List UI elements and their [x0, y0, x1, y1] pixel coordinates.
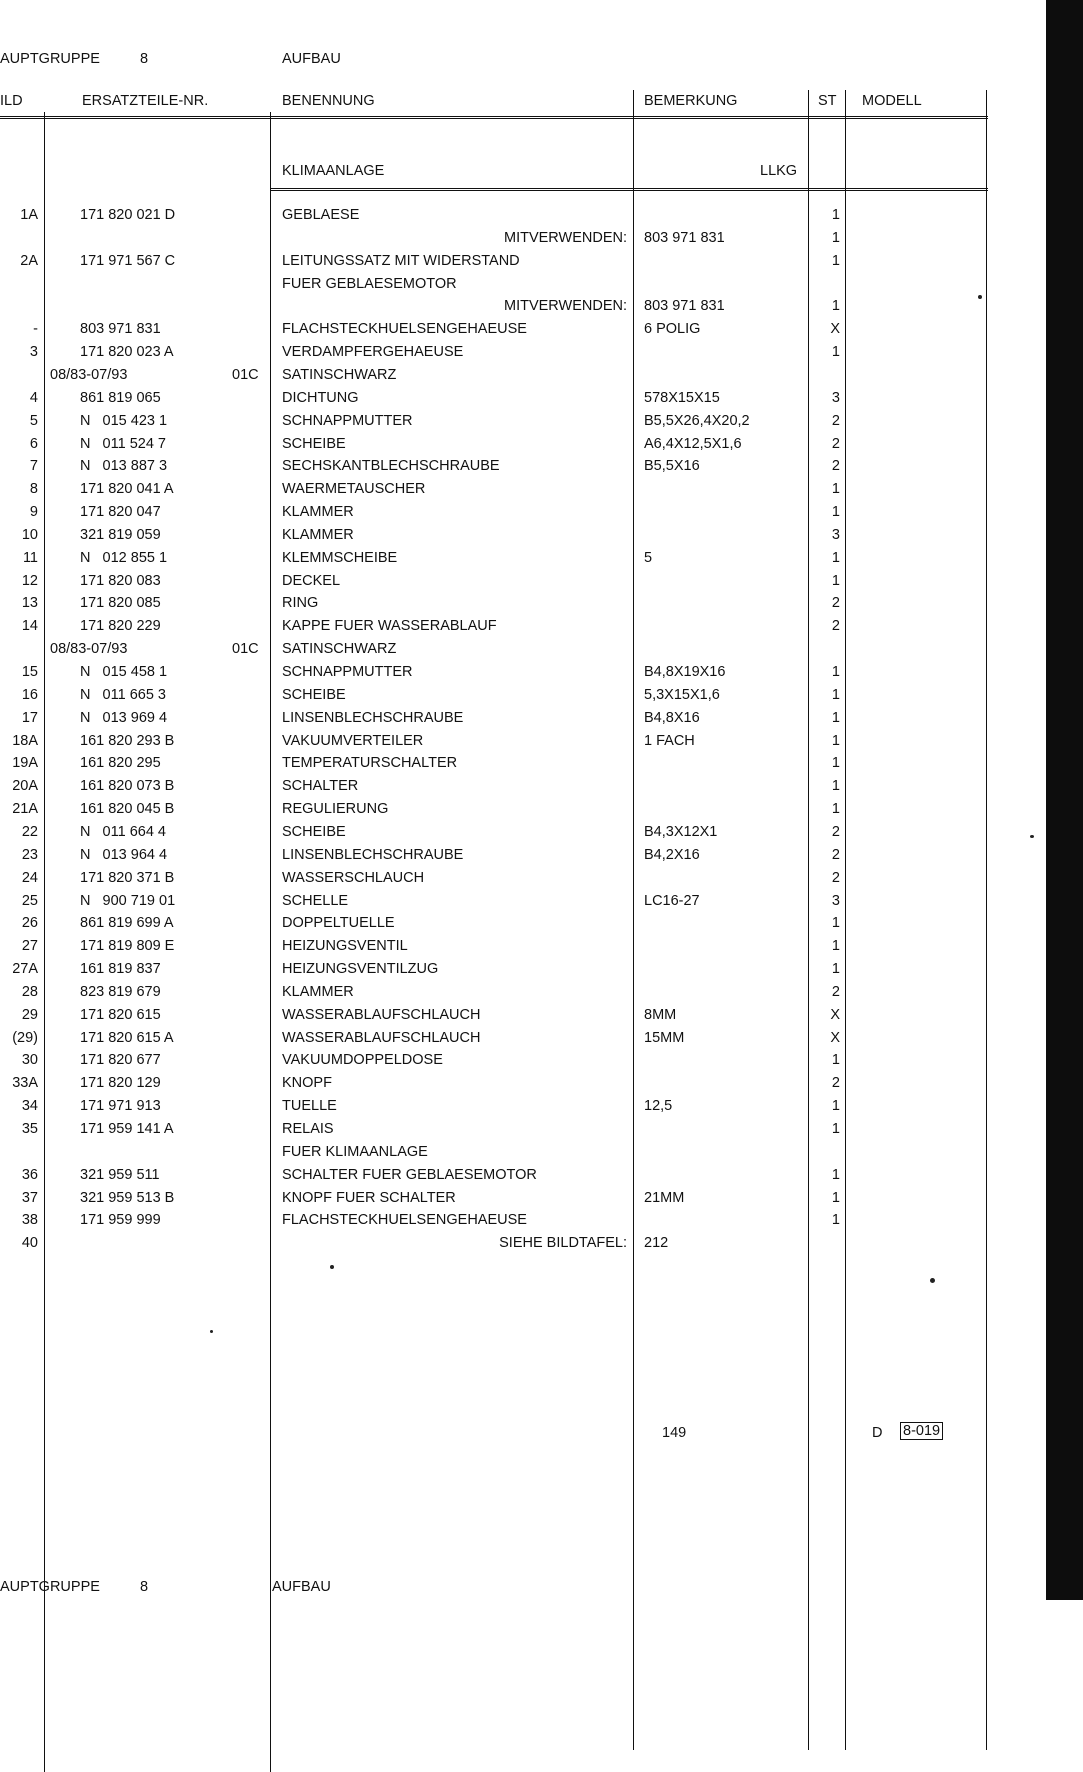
table-row [0, 661, 1040, 683]
table-row [0, 1049, 1040, 1071]
row-qty: 2 [831, 595, 840, 612]
row-bild: 27A [12, 961, 38, 978]
table-row [0, 981, 1040, 1003]
row-qty: 1 [831, 664, 840, 680]
row-qty: 3 [831, 389, 840, 406]
row-name: VAKUUMDOPPELDOSE [282, 1052, 443, 1069]
row-remark: 5,3X15X1,6 [644, 686, 720, 703]
table-row [0, 570, 1040, 592]
table-row [0, 478, 1040, 500]
col-part-heading: ERSATZTEILE-NR. [82, 93, 209, 109]
row-bild: 3 [29, 344, 38, 361]
row-bild: 29 [21, 1006, 38, 1023]
row-bild: 33A [12, 1075, 38, 1092]
row-name: SCHALTER FUER GEBLAESEMOTOR [282, 1166, 537, 1183]
page-code: 8-019 [900, 1422, 943, 1440]
col-model-heading: MODELL [862, 93, 922, 109]
footer-group-number: 8 [140, 1579, 149, 1595]
table-row [0, 1232, 1040, 1254]
table-row [0, 524, 1040, 546]
row-name: TUELLE [282, 1098, 337, 1115]
section-double-rule [270, 188, 988, 191]
row-qty: 1 [831, 344, 840, 361]
row-bild: 22 [21, 823, 38, 840]
row-remark: 212 [644, 1235, 669, 1252]
row-name: SCHALTER [282, 778, 359, 795]
row-name: LEITUNGSSATZ MIT WIDERSTAND [282, 252, 520, 269]
row-bild: 21A [12, 801, 38, 818]
row-continuation: MITVERWENDEN: [504, 229, 627, 246]
country-code: D [872, 1425, 883, 1441]
row-remark: 8MM [644, 1006, 677, 1023]
row-name: VAKUUMVERTEILER [282, 732, 424, 749]
header-group-name: AUFBAU [282, 51, 341, 67]
row-name: SCHEIBE [282, 823, 346, 840]
row-qty: 1 [831, 1121, 840, 1137]
page-code-box [900, 1422, 943, 1440]
col-bild-heading: ILD [0, 93, 23, 109]
row-qty: 2 [831, 869, 840, 886]
row-continuation: MITVERWENDEN: [504, 298, 627, 315]
row-name: KLEMMSCHEIBE [282, 549, 398, 566]
row-name: RING [282, 595, 319, 612]
table-row [0, 433, 1040, 455]
table-row [0, 387, 1040, 409]
row-qty: 2 [831, 458, 840, 475]
table-row [0, 1164, 1040, 1186]
row-qty: 1 [831, 801, 840, 818]
row-bild: 26 [21, 915, 38, 932]
table-row [0, 501, 1040, 523]
row-name: HEIZUNGSVENTIL [282, 938, 408, 955]
row-name: KLAMMER [282, 526, 354, 543]
table-row [0, 912, 1040, 934]
table-row [0, 752, 1040, 774]
table-row [0, 1209, 1040, 1231]
row-part-number: 161 820 293 B [80, 732, 175, 749]
row-name: WASSERABLAUFSCHLAUCH [282, 1006, 481, 1023]
row-part-number: 823 819 679 [80, 983, 161, 1000]
row-bild: 16 [21, 686, 38, 703]
row-part-number: 321 959 513 B [80, 1189, 175, 1206]
row-qty: 1 [831, 1189, 840, 1206]
table-row [0, 1004, 1040, 1026]
row-part-number: 171 959 999 [80, 1212, 161, 1229]
row-name: LINSENBLECHSCHRAUBE [282, 709, 464, 726]
row-remark: 12,5 [644, 1098, 673, 1115]
row-bild: 34 [21, 1098, 38, 1115]
row-color-code: 01C [232, 366, 259, 383]
row-qty: 1 [831, 732, 840, 749]
table-row [0, 935, 1040, 957]
table-row [0, 204, 1040, 226]
row-bild: - [33, 321, 38, 338]
page-number: 149 [662, 1425, 687, 1441]
header-double-rule [0, 116, 988, 119]
row-name: SCHEIBE [282, 686, 346, 703]
table-row [0, 1027, 1040, 1049]
row-part-number: 171 820 047 [80, 504, 161, 521]
row-name: KNOPF [282, 1075, 332, 1092]
row-qty: 1 [831, 572, 840, 589]
row-part-number: 171 959 141 A [80, 1121, 174, 1137]
row-qty: 1 [831, 1166, 840, 1183]
table-row [0, 867, 1040, 889]
row-name: SCHELLE [282, 892, 349, 909]
table-row [0, 592, 1040, 614]
table-row [0, 410, 1040, 432]
row-part-number: 803 971 831 [80, 321, 161, 338]
row-part-number: 161 820 295 [80, 755, 161, 772]
row-qty: 2 [831, 618, 840, 635]
col-name-heading: BENENNUNG [282, 93, 375, 109]
row-qty: 3 [831, 892, 840, 909]
col-remark-heading: BEMERKUNG [644, 93, 738, 109]
row-name: WAERMETAUSCHER [282, 481, 426, 498]
row-qty: 1 [831, 207, 840, 223]
header-group-label: AUPTGRUPPE [0, 51, 100, 67]
row-qty: 1 [831, 778, 840, 795]
row-remark: LC16-27 [644, 892, 700, 909]
row-qty: 1 [831, 504, 840, 521]
row-name: TEMPERATURSCHALTER [282, 755, 458, 772]
footer-group-label: AUPTGRUPPE [0, 1579, 100, 1595]
row-remark: B4,8X19X16 [644, 664, 726, 680]
row-bild: 13 [21, 595, 38, 612]
row-remark: 803 971 831 [644, 229, 725, 246]
row-bild: 37 [21, 1189, 38, 1206]
row-qty: 2 [831, 846, 840, 863]
row-part-number: N 013 964 4 [80, 846, 168, 863]
row-bild: 1A [20, 207, 38, 223]
row-name: SATINSCHWARZ [282, 366, 397, 383]
table-row [0, 250, 1040, 272]
row-bild: 36 [21, 1166, 38, 1183]
row-part-number: N 011 665 3 [80, 686, 166, 703]
row-name: FUER GEBLAESEMOTOR [282, 275, 457, 292]
row-name: SCHEIBE [282, 435, 346, 452]
row-qty: 1 [831, 481, 840, 498]
table-row [0, 273, 1040, 295]
row-name: SATINSCHWARZ [282, 641, 397, 658]
row-name: DICHTUNG [282, 389, 359, 406]
row-name: DECKEL [282, 572, 341, 589]
row-remark: B4,2X16 [644, 846, 700, 863]
header-group-number: 8 [140, 51, 149, 67]
row-qty: 1 [831, 1052, 840, 1069]
row-bild: 12 [21, 572, 38, 589]
row-qty: 2 [831, 412, 840, 429]
row-qty: 1 [831, 938, 840, 955]
table-row [0, 844, 1040, 866]
table-row [0, 318, 1040, 340]
row-name: FUER KLIMAANLAGE [282, 1143, 428, 1160]
row-part-number: 161 820 045 B [80, 801, 175, 818]
table-row [0, 1095, 1040, 1117]
scan-speck [330, 1265, 334, 1269]
row-name: KNOPF FUER SCHALTER [282, 1189, 456, 1206]
row-part-number: N 900 719 01 [80, 892, 176, 909]
row-remark: 15MM [644, 1029, 685, 1046]
row-bild: 2A [20, 252, 38, 269]
row-bild: 10 [21, 526, 38, 543]
row-part-number: N 011 664 4 [80, 823, 166, 840]
row-name: HEIZUNGSVENTILZUG [282, 961, 439, 978]
row-qty: 2 [831, 823, 840, 840]
row-remark: 6 POLIG [644, 321, 701, 338]
row-bild: 9 [29, 504, 38, 521]
row-qty: X [830, 1029, 840, 1046]
table-row [0, 684, 1040, 706]
row-part-number: N 012 855 1 [80, 549, 168, 566]
table-row [0, 1187, 1040, 1209]
row-name: RELAIS [282, 1121, 334, 1137]
row-qty: 1 [831, 549, 840, 566]
row-qty: 1 [831, 1212, 840, 1229]
row-bild: 15 [21, 664, 38, 680]
table-row [0, 1118, 1040, 1140]
row-bild: 40 [21, 1235, 38, 1252]
row-remark: B4,3X12X1 [644, 823, 718, 840]
row-remark: 5 [644, 549, 653, 566]
row-qty: 1 [831, 298, 840, 315]
scan-speck [210, 1330, 213, 1333]
row-remark: B4,8X16 [644, 709, 700, 726]
table-row [0, 638, 1040, 660]
row-name: WASSERSCHLAUCH [282, 869, 425, 886]
row-qty: 1 [831, 229, 840, 246]
row-part-number: 171 820 041 A [80, 481, 174, 498]
table-row [0, 890, 1040, 912]
row-part-number: N 015 423 1 [80, 412, 168, 429]
row-remark: 1 FACH [644, 732, 695, 749]
row-bild: 35 [21, 1121, 38, 1137]
row-qty: 1 [831, 686, 840, 703]
row-qty: 1 [831, 709, 840, 726]
row-qty: 1 [831, 252, 840, 269]
row-qty: X [830, 1006, 840, 1023]
row-name: VERDAMPFERGEHAEUSE [282, 344, 464, 361]
row-bild: 30 [21, 1052, 38, 1069]
row-part-number: 171 820 023 A [80, 344, 174, 361]
row-qty: 1 [831, 755, 840, 772]
footer-group-name: AUFBAU [272, 1579, 331, 1595]
row-name: GEBLAESE [282, 207, 360, 223]
row-part-number: 171 820 229 [80, 618, 161, 635]
table-row [0, 615, 1040, 637]
row-qty: 2 [831, 983, 840, 1000]
table-row [0, 821, 1040, 843]
row-part-number: 321 819 059 [80, 526, 161, 543]
row-part-number: 171 820 615 A [80, 1029, 174, 1046]
row-bild: 6 [29, 435, 38, 452]
row-part-number: 171 820 371 B [80, 869, 175, 886]
row-bild: 20A [12, 778, 38, 795]
row-bild: 25 [21, 892, 38, 909]
row-part-number: 171 820 021 D [80, 207, 176, 223]
row-bild: 19A [12, 755, 38, 772]
table-row [0, 1072, 1040, 1094]
row-remark: B5,5X16 [644, 458, 700, 475]
table-row [0, 295, 1040, 317]
row-part-number: 171 820 615 [80, 1006, 161, 1023]
row-name: FLACHSTECKHUELSENGEHAEUSE [282, 1212, 527, 1229]
row-name: SCHNAPPMUTTER [282, 412, 413, 429]
row-qty: X [830, 321, 840, 338]
table-row [0, 341, 1040, 363]
row-part-number: 861 819 065 [80, 389, 161, 406]
section-code: LLKG [760, 163, 798, 179]
col-qty-heading: ST [818, 93, 837, 109]
table-row [0, 455, 1040, 477]
row-qty: 2 [831, 1075, 840, 1092]
row-qty: 1 [831, 1098, 840, 1115]
row-bild: 28 [21, 983, 38, 1000]
row-name: KLAMMER [282, 504, 354, 521]
row-part-number: 171 820 085 [80, 595, 161, 612]
table-row [0, 798, 1040, 820]
row-name: SCHNAPPMUTTER [282, 664, 413, 680]
scan-speck [978, 295, 982, 299]
row-qty: 1 [831, 961, 840, 978]
row-part-number: 171 820 129 [80, 1075, 161, 1092]
row-date-range: 08/83-07/93 [50, 366, 128, 383]
table-row [0, 730, 1040, 752]
row-bild: 38 [21, 1212, 38, 1229]
row-part-number: N 011 524 7 [80, 435, 166, 452]
scan-edge-bar [1046, 0, 1083, 1600]
row-bild: 18A [12, 732, 38, 749]
table-row [0, 364, 1040, 386]
table-row [0, 958, 1040, 980]
row-bild: 14 [21, 618, 38, 635]
scan-speck [1030, 835, 1034, 838]
row-part-number: 161 819 837 [80, 961, 161, 978]
row-qty: 2 [831, 435, 840, 452]
row-part-number: 171 820 677 [80, 1052, 161, 1069]
row-part-number: 171 971 567 C [80, 252, 176, 269]
row-name: DOPPELTUELLE [282, 915, 395, 932]
section-title: KLIMAANLAGE [282, 163, 385, 179]
row-continuation: SIEHE BILDTAFEL: [499, 1235, 627, 1252]
row-remark: 578X15X15 [644, 389, 720, 406]
table-row [0, 227, 1040, 249]
row-part-number: N 013 969 4 [80, 709, 168, 726]
row-name: FLACHSTECKHUELSENGEHAEUSE [282, 321, 527, 338]
table-row [0, 547, 1040, 569]
row-part-number: 171 971 913 [80, 1098, 161, 1115]
row-bild: 8 [29, 481, 38, 498]
row-bild: 23 [21, 846, 38, 863]
row-bild: 24 [21, 869, 38, 886]
row-part-number: 171 820 083 [80, 572, 161, 589]
row-remark: 21MM [644, 1189, 685, 1206]
row-bild: 5 [29, 412, 38, 429]
row-name: KAPPE FUER WASSERABLAUF [282, 618, 497, 635]
table-row [0, 707, 1040, 729]
table-row [0, 1141, 1040, 1163]
row-name: SECHSKANTBLECHSCHRAUBE [282, 458, 500, 475]
row-part-number: 171 819 809 E [80, 938, 175, 955]
row-part-number: 161 820 073 B [80, 778, 175, 795]
row-name: LINSENBLECHSCHRAUBE [282, 846, 464, 863]
row-remark: A6,4X12,5X1,6 [644, 435, 742, 452]
row-name: REGULIERUNG [282, 801, 389, 818]
row-bild: (29) [12, 1029, 38, 1046]
row-part-number: N 013 887 3 [80, 458, 168, 475]
row-name: KLAMMER [282, 983, 354, 1000]
row-color-code: 01C [232, 641, 259, 658]
row-bild: 7 [29, 458, 38, 475]
row-bild: 17 [21, 709, 38, 726]
row-part-number: 321 959 511 [80, 1166, 160, 1183]
row-date-range: 08/83-07/93 [50, 641, 128, 658]
table-row [0, 775, 1040, 797]
row-part-number: N 015 458 1 [80, 664, 168, 680]
row-bild: 11 [22, 549, 38, 566]
row-qty: 1 [831, 915, 840, 932]
row-name: WASSERABLAUFSCHLAUCH [282, 1029, 481, 1046]
row-part-number: 861 819 699 A [80, 915, 174, 932]
row-bild: 27 [21, 938, 38, 955]
row-remark: 803 971 831 [644, 298, 725, 315]
row-qty: 3 [831, 526, 840, 543]
scan-speck [930, 1278, 935, 1283]
row-bild: 4 [29, 389, 38, 406]
row-remark: B5,5X26,4X20,2 [644, 412, 750, 429]
